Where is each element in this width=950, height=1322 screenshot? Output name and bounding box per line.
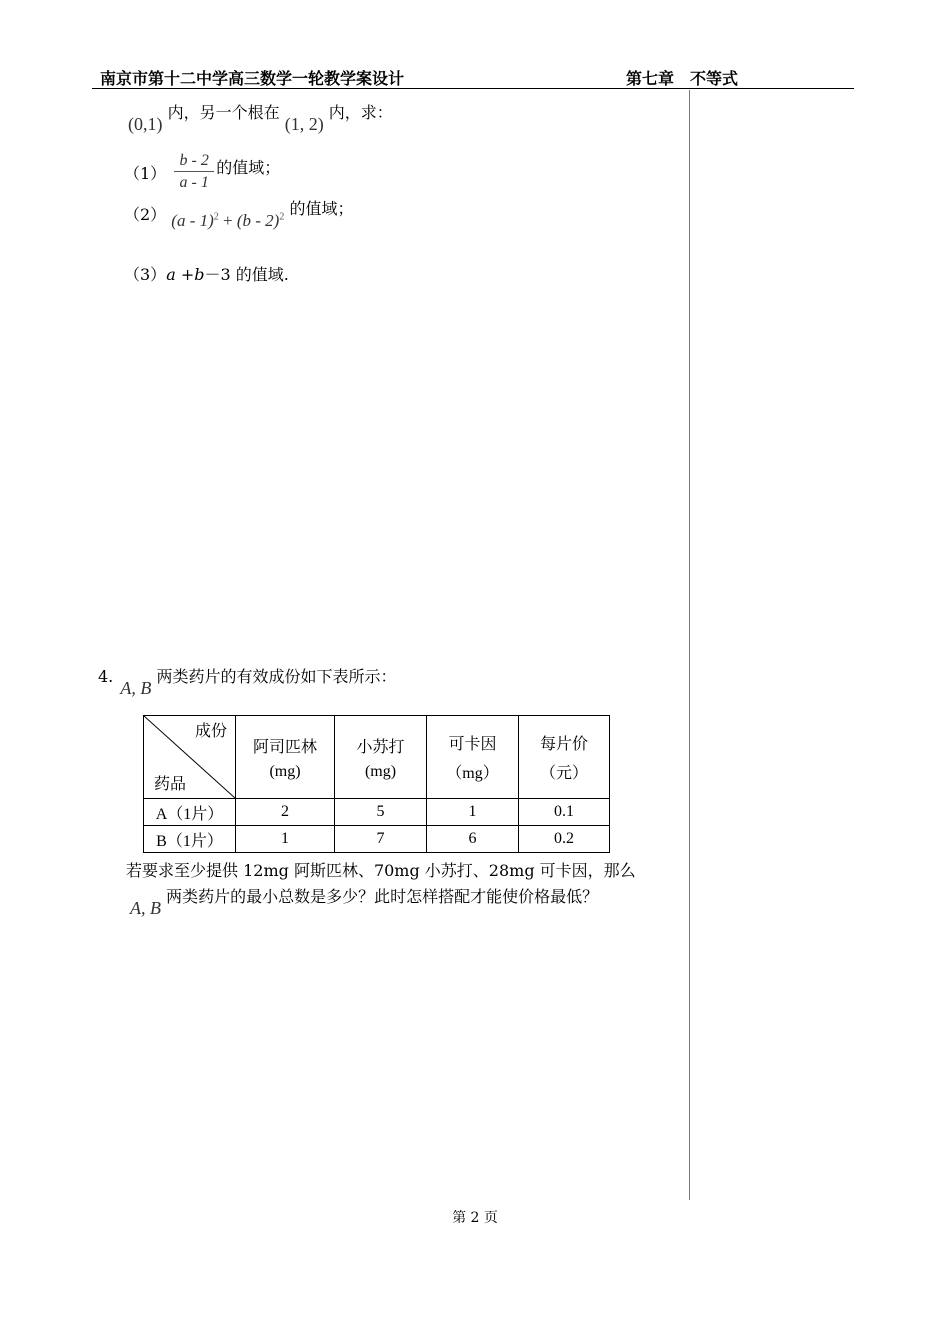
problem3-text2: 内，求： (328, 103, 393, 122)
table-cell: 0.1 (519, 799, 610, 826)
problem4-ab: A, B (120, 678, 152, 698)
interval-1-2: (1, 2) (284, 114, 324, 134)
part2-term-b: (b - 2) (236, 211, 280, 230)
table-cell: 2 (236, 799, 335, 826)
problem3-text1: 内，另一个根在 (167, 103, 280, 122)
column-header-line2: (mg) (269, 762, 301, 780)
problem4-question-line2 (130, 884, 599, 918)
table-cell: 1 (236, 826, 335, 853)
column-header-line2: （mg） (446, 765, 499, 782)
problem3-part1 (124, 152, 280, 192)
column-header-line1: 每片价 (539, 736, 588, 753)
problem4-number: 4. (98, 667, 114, 686)
problem4-intro-text: 两类药片的有效成份如下表所示： (156, 667, 397, 686)
part3-var-b: b (194, 265, 205, 284)
fraction-bar (174, 171, 214, 172)
problem3-part3 (124, 262, 289, 285)
column-header-cocaine (427, 716, 519, 799)
corner-top-label: 成份 (194, 723, 227, 740)
part2-plus: + (218, 211, 237, 230)
column-header-line1: 可卡因 (448, 736, 497, 753)
part2-expression (171, 211, 284, 230)
part3-rest: －3 的值域. (204, 265, 289, 284)
column-header-line1: 小苏打 (356, 738, 405, 756)
table-cell: 6 (427, 826, 519, 853)
part1-tail: 的值域； (216, 157, 281, 177)
column-header-line1: 阿司匹林 (252, 738, 317, 756)
part2-term-a: (a - 1) (171, 211, 214, 230)
table-cell: 1 (427, 799, 519, 826)
interval-0-1: (0,1) (128, 114, 163, 134)
column-header-aspirin (236, 716, 335, 799)
medicine-table (143, 715, 610, 853)
table-header-row (144, 716, 610, 799)
problem4-question-ab: A, B (130, 898, 161, 918)
page-number: 第 2 页 (452, 1210, 498, 1226)
column-header-price (519, 716, 610, 799)
row-label: B（1片） (144, 826, 236, 853)
chapter-title: 第七章 不等式 (626, 69, 739, 88)
margin-rule (689, 90, 690, 1200)
fraction (174, 152, 214, 192)
part2-exponent-2: 2 (279, 211, 285, 223)
fraction-numerator: b - 2 (179, 152, 209, 169)
problem4-question-text: 两类药片的最小总数是多少？此时怎样搭配才能使价格最低？ (166, 887, 599, 906)
column-header-line2: (mg) (364, 762, 397, 780)
table-cell: 7 (335, 826, 427, 853)
part2-label: （2） (124, 205, 167, 224)
corner-bottom-label: 药品 (154, 776, 187, 793)
part2-tail: 的值域； (289, 199, 354, 218)
part3-label: （3） (124, 265, 167, 284)
problem4-question-line1: 若要求至少提供 12mg 阿斯匹林、70mg 小苏打、28mg 可卡因，那么 (126, 861, 636, 880)
part3-plus: + (175, 265, 195, 284)
table-cell: 0.2 (519, 826, 610, 853)
part2-exponent-1: 2 (213, 211, 219, 223)
problem3-line1 (128, 100, 393, 134)
table-row (144, 826, 610, 853)
column-header-soda (335, 716, 427, 799)
table-corner-cell (144, 716, 236, 799)
problem4-intro (98, 664, 397, 698)
table-row (144, 799, 610, 826)
problem3-part2 (124, 199, 354, 231)
part3-var-a: a (166, 265, 176, 284)
document-header-title: 南京市第十二中学高三数学一轮教学案设计 (100, 69, 405, 88)
row-label: A（1片） (144, 799, 236, 826)
column-header-line2: （元） (539, 765, 588, 782)
table-cell: 5 (335, 799, 427, 826)
part1-label: （1） (124, 163, 167, 183)
header-rule (92, 88, 854, 89)
fraction-denominator: a - 1 (179, 174, 209, 191)
